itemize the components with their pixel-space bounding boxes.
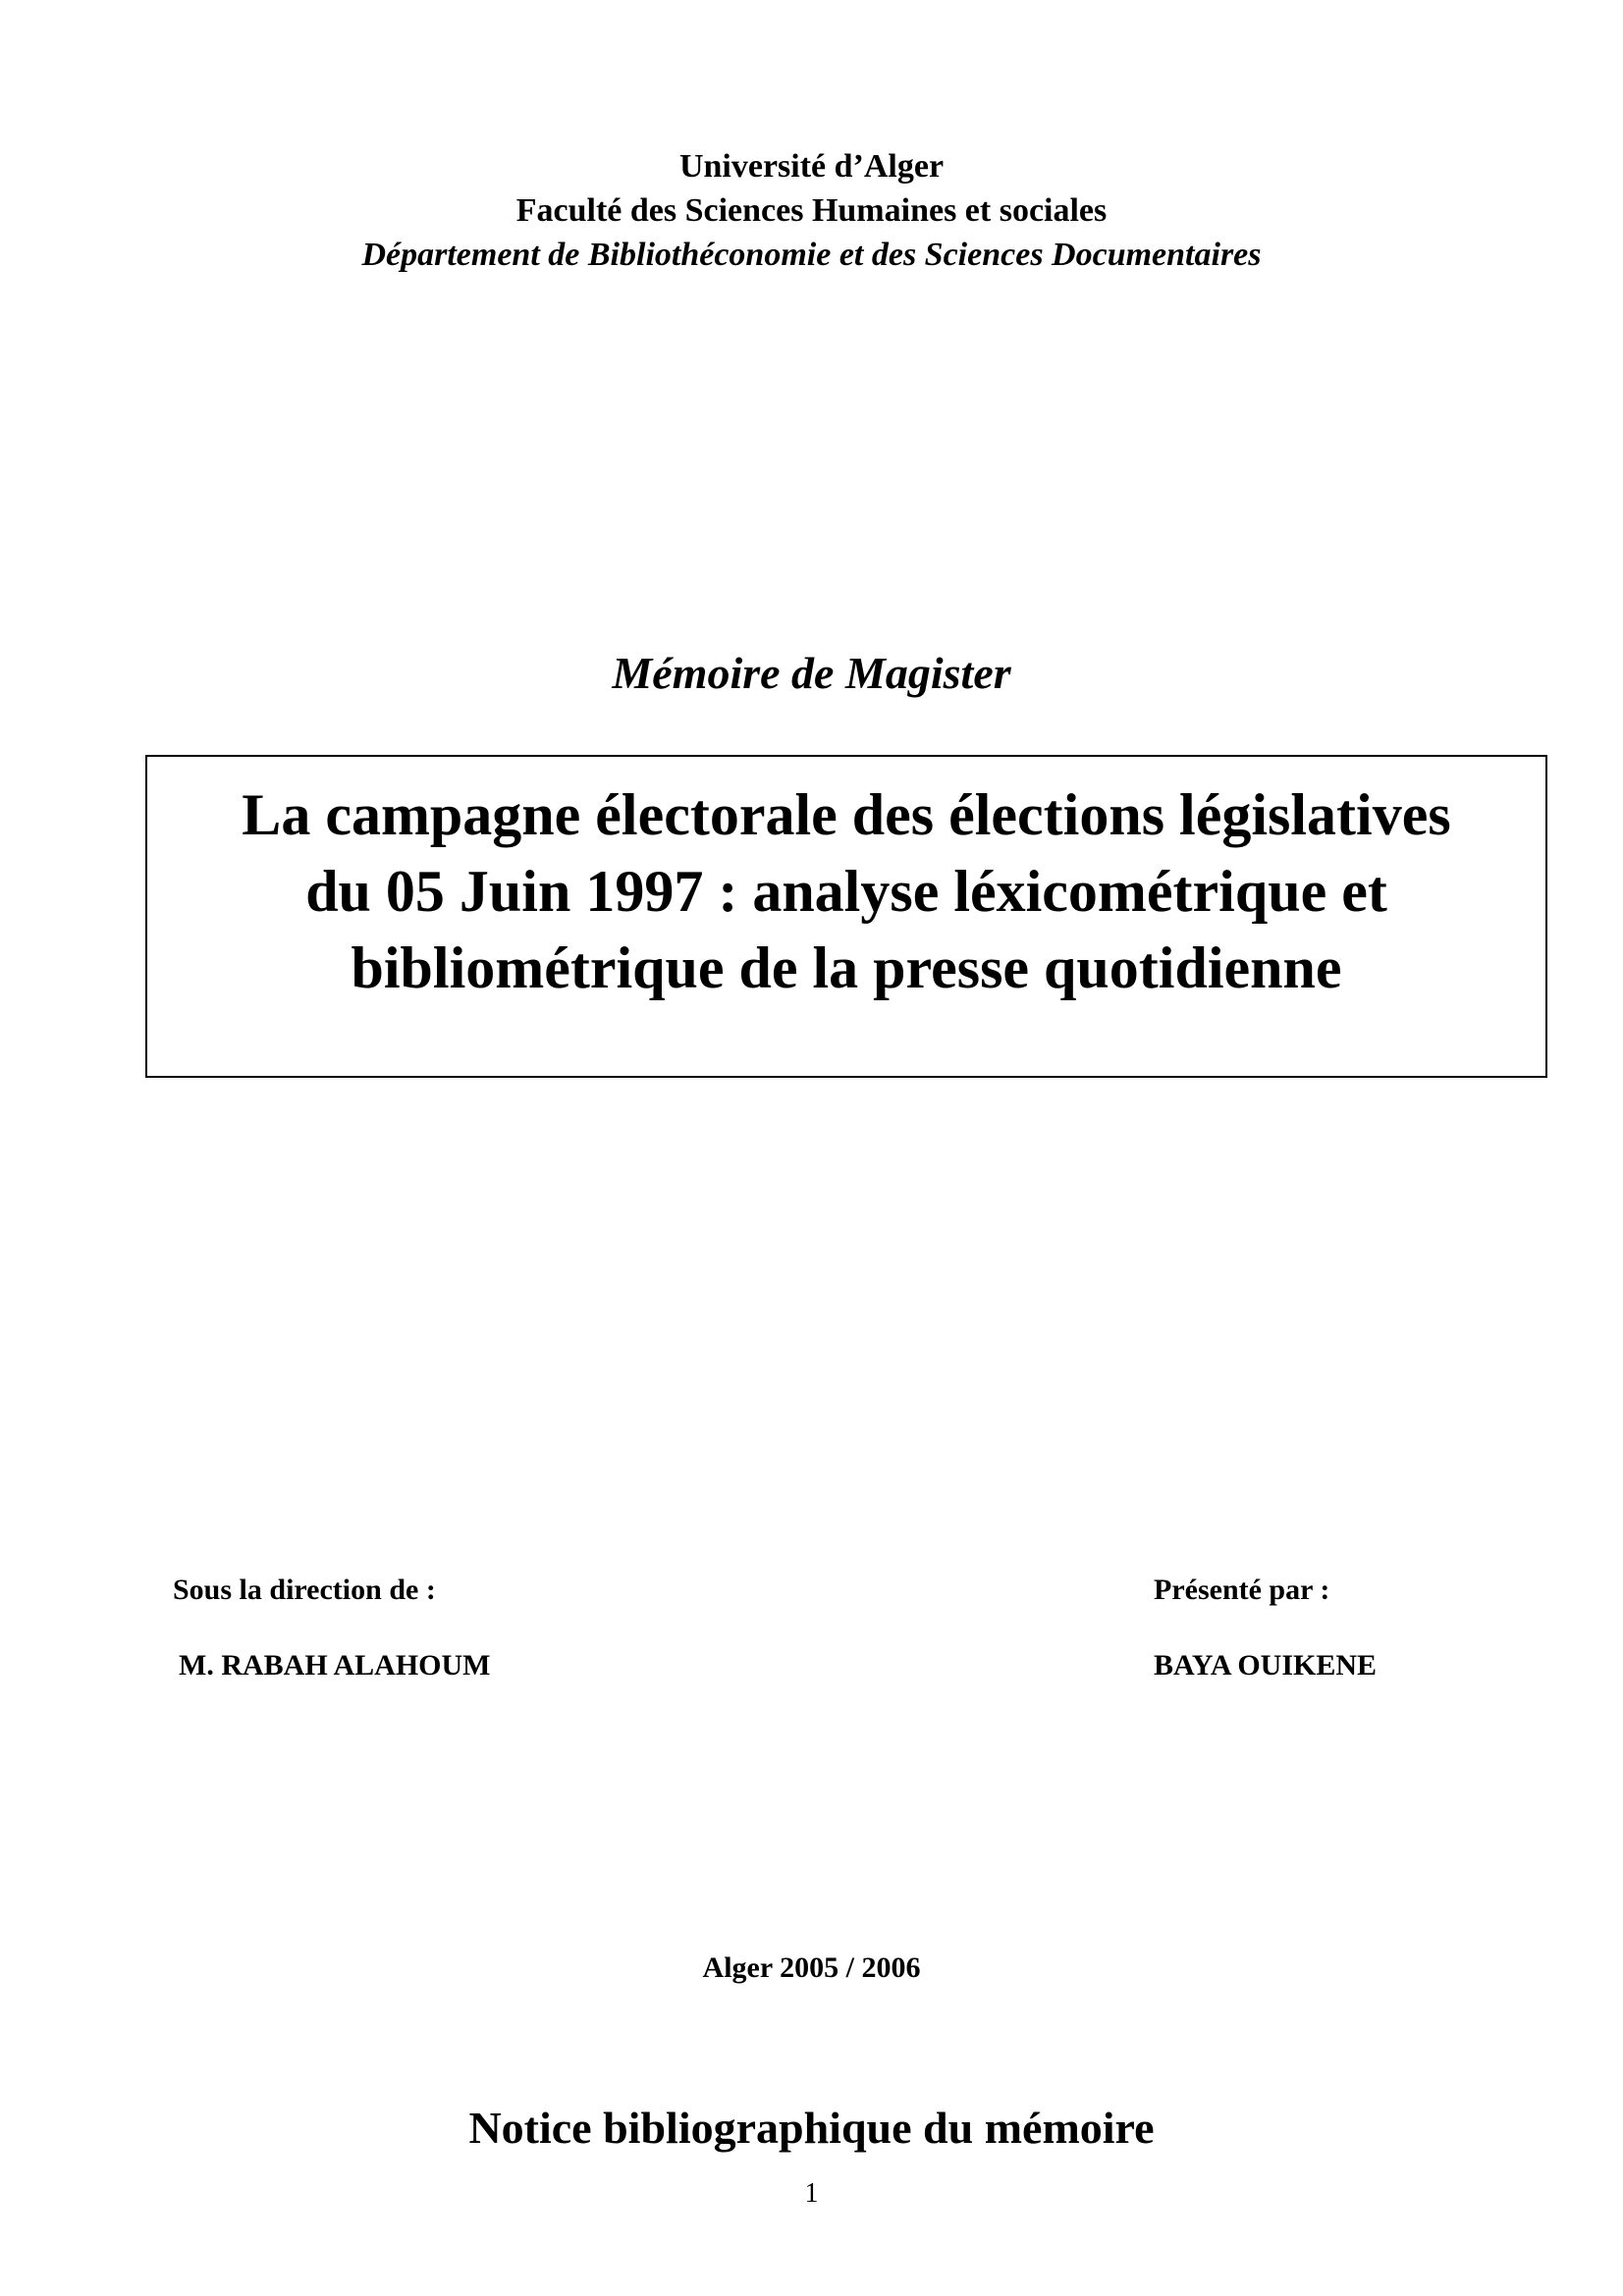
place-and-year: Alger 2005 / 2006 (702, 1951, 921, 1984)
department-name: Département de Bibliothéconomie et des Sciences Documentaires (361, 237, 1262, 273)
thesis-title-line-3: bibliométrique de la presse quotidienne (351, 935, 1342, 1000)
title-frame (145, 755, 1547, 1078)
thesis-title (147, 776, 1545, 1006)
thesis-title-line-1: La campagne électorale des élections législatives (242, 782, 1451, 847)
author-label: Présenté par : (1154, 1574, 1330, 1606)
thesis-title-line-2: du 05 Juin 1997 : analyse léxicométrique et (305, 859, 1387, 924)
author-name: BAYA OUIKENE (1154, 1649, 1378, 1682)
page-number: 1 (804, 2178, 819, 2209)
thesis-type: Mémoire de Magister (612, 648, 1011, 698)
supervisor-label: Sous la direction de : (173, 1574, 436, 1606)
university-name: Université d’Alger (678, 148, 945, 185)
faculty-name: Faculté des Sciences Humaines et sociales (515, 192, 1108, 229)
notice-heading: Notice bibliographique du mémoire (468, 2103, 1155, 2153)
supervisor-name: M. RABAH ALAHOUM (179, 1649, 491, 1682)
